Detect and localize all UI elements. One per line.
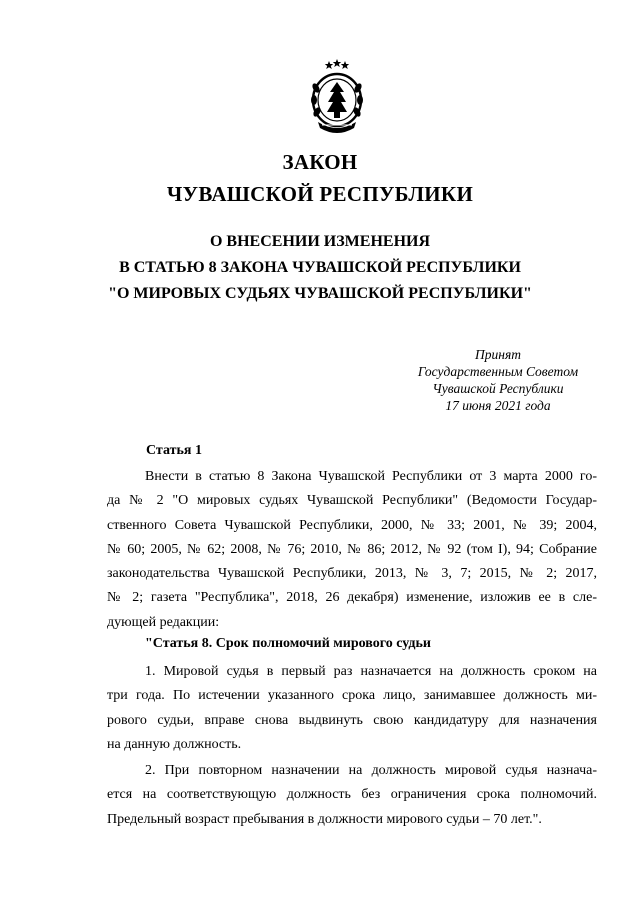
article-1-text	[107, 465, 597, 635]
text-line: три года. По истечении указанного срока лицо, занимавшее должность ми-	[107, 688, 597, 704]
article-8-heading: "Статья 8. Срок полномочий мирового судьи	[145, 636, 431, 651]
adoption-line3: Чувашской Республики	[432, 381, 564, 396]
adoption-line2: Государственным Советом	[417, 364, 579, 379]
text-line: да № 2 "О мировых судьях Чувашской Республики" (Ведомости Государ-	[107, 493, 597, 509]
text-line: Внести в статью 8 Закона Чувашской Республики от 3 марта 2000 го-	[145, 469, 597, 484]
article-1-heading: Статья 1	[146, 443, 202, 458]
law-title-line2: ЧУВАШСКОЙ РЕСПУБЛИКИ	[166, 182, 474, 206]
law-title	[0, 146, 640, 210]
coat-of-arms-emblem	[308, 58, 366, 134]
text-line: № 2; газета "Республика", 2018, 26 декабря) изменение, изложив ее в сле-	[107, 590, 597, 606]
law-subject-line3: "О МИРОВЫХ СУДЬЯХ ЧУВАШСКОЙ РЕСПУБЛИКИ"	[108, 285, 532, 302]
text-line: ется на соответствующую должность без ограничения срока полномочий.	[107, 787, 597, 803]
adoption-note	[380, 346, 616, 414]
text-line: ственного Совета Чувашской Республики, 2000, № 33; 2001, № 39; 2004,	[107, 517, 597, 533]
text-line: рового судьи, вправе снова выдвинуть свою кандидатуру для назначения	[107, 712, 597, 728]
text-line: дующей редакции:	[107, 614, 220, 630]
law-subject-line2: В СТАТЬЮ 8 ЗАКОНА ЧУВАШСКОЙ РЕСПУБЛИКИ	[119, 259, 521, 276]
adoption-line1: Принят	[475, 347, 521, 362]
article-8-part-1	[107, 660, 597, 757]
adoption-date: 17 июня 2021 года	[445, 398, 551, 413]
text-line: 2. При повторном назначении на должность мировой судья назнача-	[145, 763, 597, 778]
article-8-part-2	[107, 759, 597, 832]
text-line: № 60; 2005, № 62; 2008, № 76; 2010, № 86; 2012, № 92 (том I), 94; Собрание	[107, 541, 597, 557]
law-title-line1: ЗАКОН	[282, 150, 358, 174]
law-subject-line1: О ВНЕСЕНИИ ИЗМЕНЕНИЯ	[209, 233, 431, 250]
text-line: на данную должность.	[107, 736, 242, 752]
law-subject	[0, 229, 640, 307]
text-line: законодательства Чувашской Республики, 2013, № 3, 7; 2015, № 2; 2017,	[107, 566, 597, 582]
text-line: 1. Мировой судья в первый раз назначается на должность сроком на	[145, 664, 597, 679]
text-line: Предельный возраст пребывания в должности мирового судьи – 70 лет.".	[107, 811, 542, 827]
